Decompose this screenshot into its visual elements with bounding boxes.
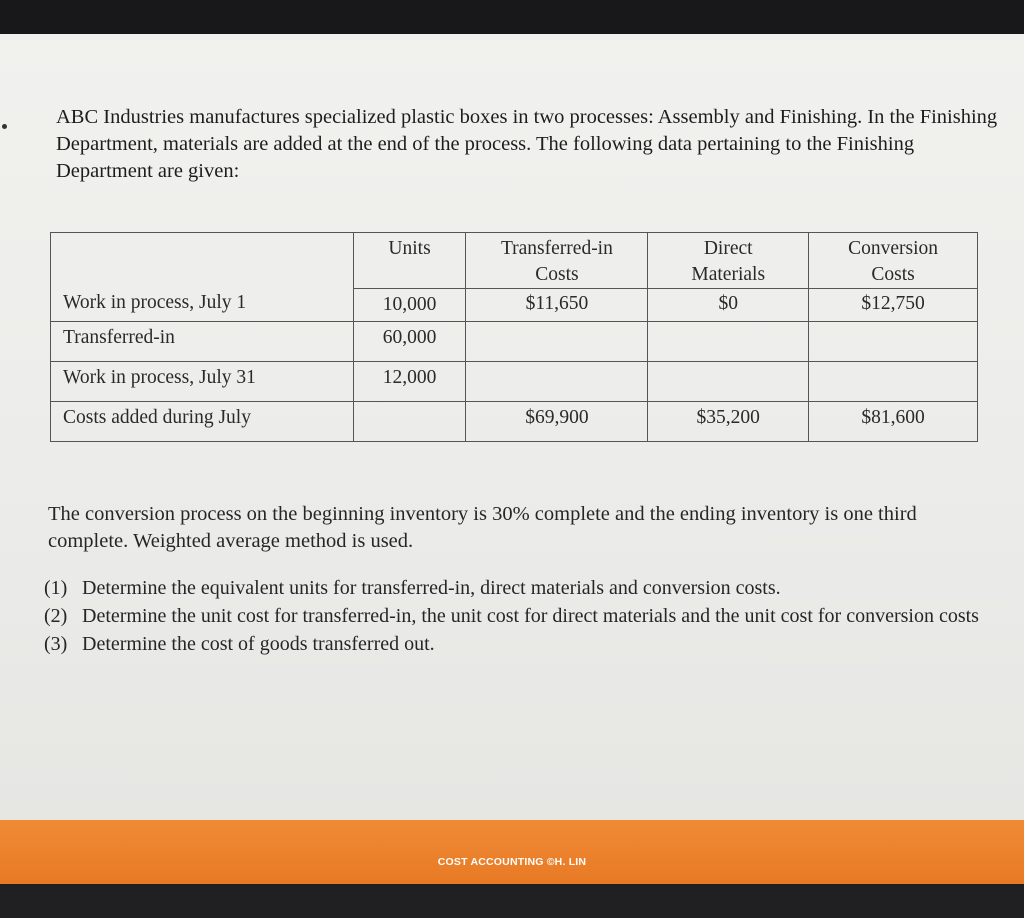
col-header-units	[353, 233, 466, 289]
question-text: Determine the cost of goods transferred out.	[82, 633, 435, 655]
header-line: Transferred-in	[500, 238, 613, 259]
monitor-top-bezel	[0, 0, 1024, 34]
cell-conversion	[809, 322, 978, 362]
row-label: Costs added during July	[51, 402, 354, 442]
header-line: Costs	[871, 264, 915, 285]
cell-direct-materials: $35,200	[648, 402, 809, 442]
monitor-bottom-bezel	[0, 884, 1024, 918]
cell-conversion	[809, 362, 978, 402]
col-header-direct-materials	[648, 233, 809, 289]
question-number: (1)	[44, 577, 68, 599]
row-label: Transferred-in	[51, 322, 354, 362]
row-label: Work in process, July 31	[51, 362, 354, 402]
conditions-text: The conversion process on the beginning inventory is 30% complete and the ending inventory is one third complete. Weighted average method is used.	[48, 503, 917, 552]
table-row	[51, 362, 978, 402]
cell-conversion: $81,600	[809, 402, 978, 442]
cell-units	[353, 402, 466, 442]
cell-units: 12,000	[353, 362, 466, 402]
data-table	[50, 232, 978, 442]
header-line: Costs	[535, 264, 579, 285]
header-line: Conversion	[848, 238, 939, 259]
row-label: Work in process, July 1	[51, 233, 354, 322]
cell-transferred-in: $69,900	[466, 402, 648, 442]
question-number: (2)	[44, 605, 68, 627]
col-header-conversion	[809, 233, 978, 289]
table-row	[51, 402, 978, 442]
cell-direct-materials	[648, 362, 809, 402]
question-list	[44, 574, 994, 658]
footer-text: COST ACCOUNTING ©H. LIN	[437, 856, 587, 868]
cell-transferred-in	[466, 362, 648, 402]
cell-direct-materials: $0	[648, 289, 809, 322]
cell-units: 10,000	[353, 289, 466, 322]
list-item	[44, 630, 994, 658]
header-units-label: Units	[388, 238, 431, 259]
cell-transferred-in	[466, 322, 648, 362]
col-header-transferred-in	[466, 233, 648, 289]
list-item	[44, 602, 994, 630]
cell-conversion: $12,750	[809, 289, 978, 322]
header-line: Materials	[691, 264, 766, 285]
slide	[0, 34, 1024, 820]
cell-direct-materials	[648, 322, 809, 362]
table-row	[51, 233, 978, 289]
question-text: Determine the unit cost for transferred-in, the unit cost for direct materials and the unit cost for conversion costs	[82, 605, 979, 627]
intro-text: ABC Industries manufactures specialized plastic boxes in two processes: Assembly and Finishing. In the Finishing Department, materials are added at the end of the process. The following data pertaining to the Finishing Department are given:	[56, 106, 998, 182]
list-item	[44, 574, 994, 602]
cell-transferred-in: $11,650	[466, 289, 648, 322]
question-number: (3)	[44, 633, 68, 655]
header-line: Direct	[703, 238, 753, 259]
table-row	[51, 322, 978, 362]
bullet-dot	[2, 124, 7, 129]
footer-bar	[0, 820, 1024, 884]
question-text: Determine the equivalent units for transferred-in, direct materials and conversion costs.	[82, 577, 781, 599]
cell-units: 60,000	[353, 322, 466, 362]
